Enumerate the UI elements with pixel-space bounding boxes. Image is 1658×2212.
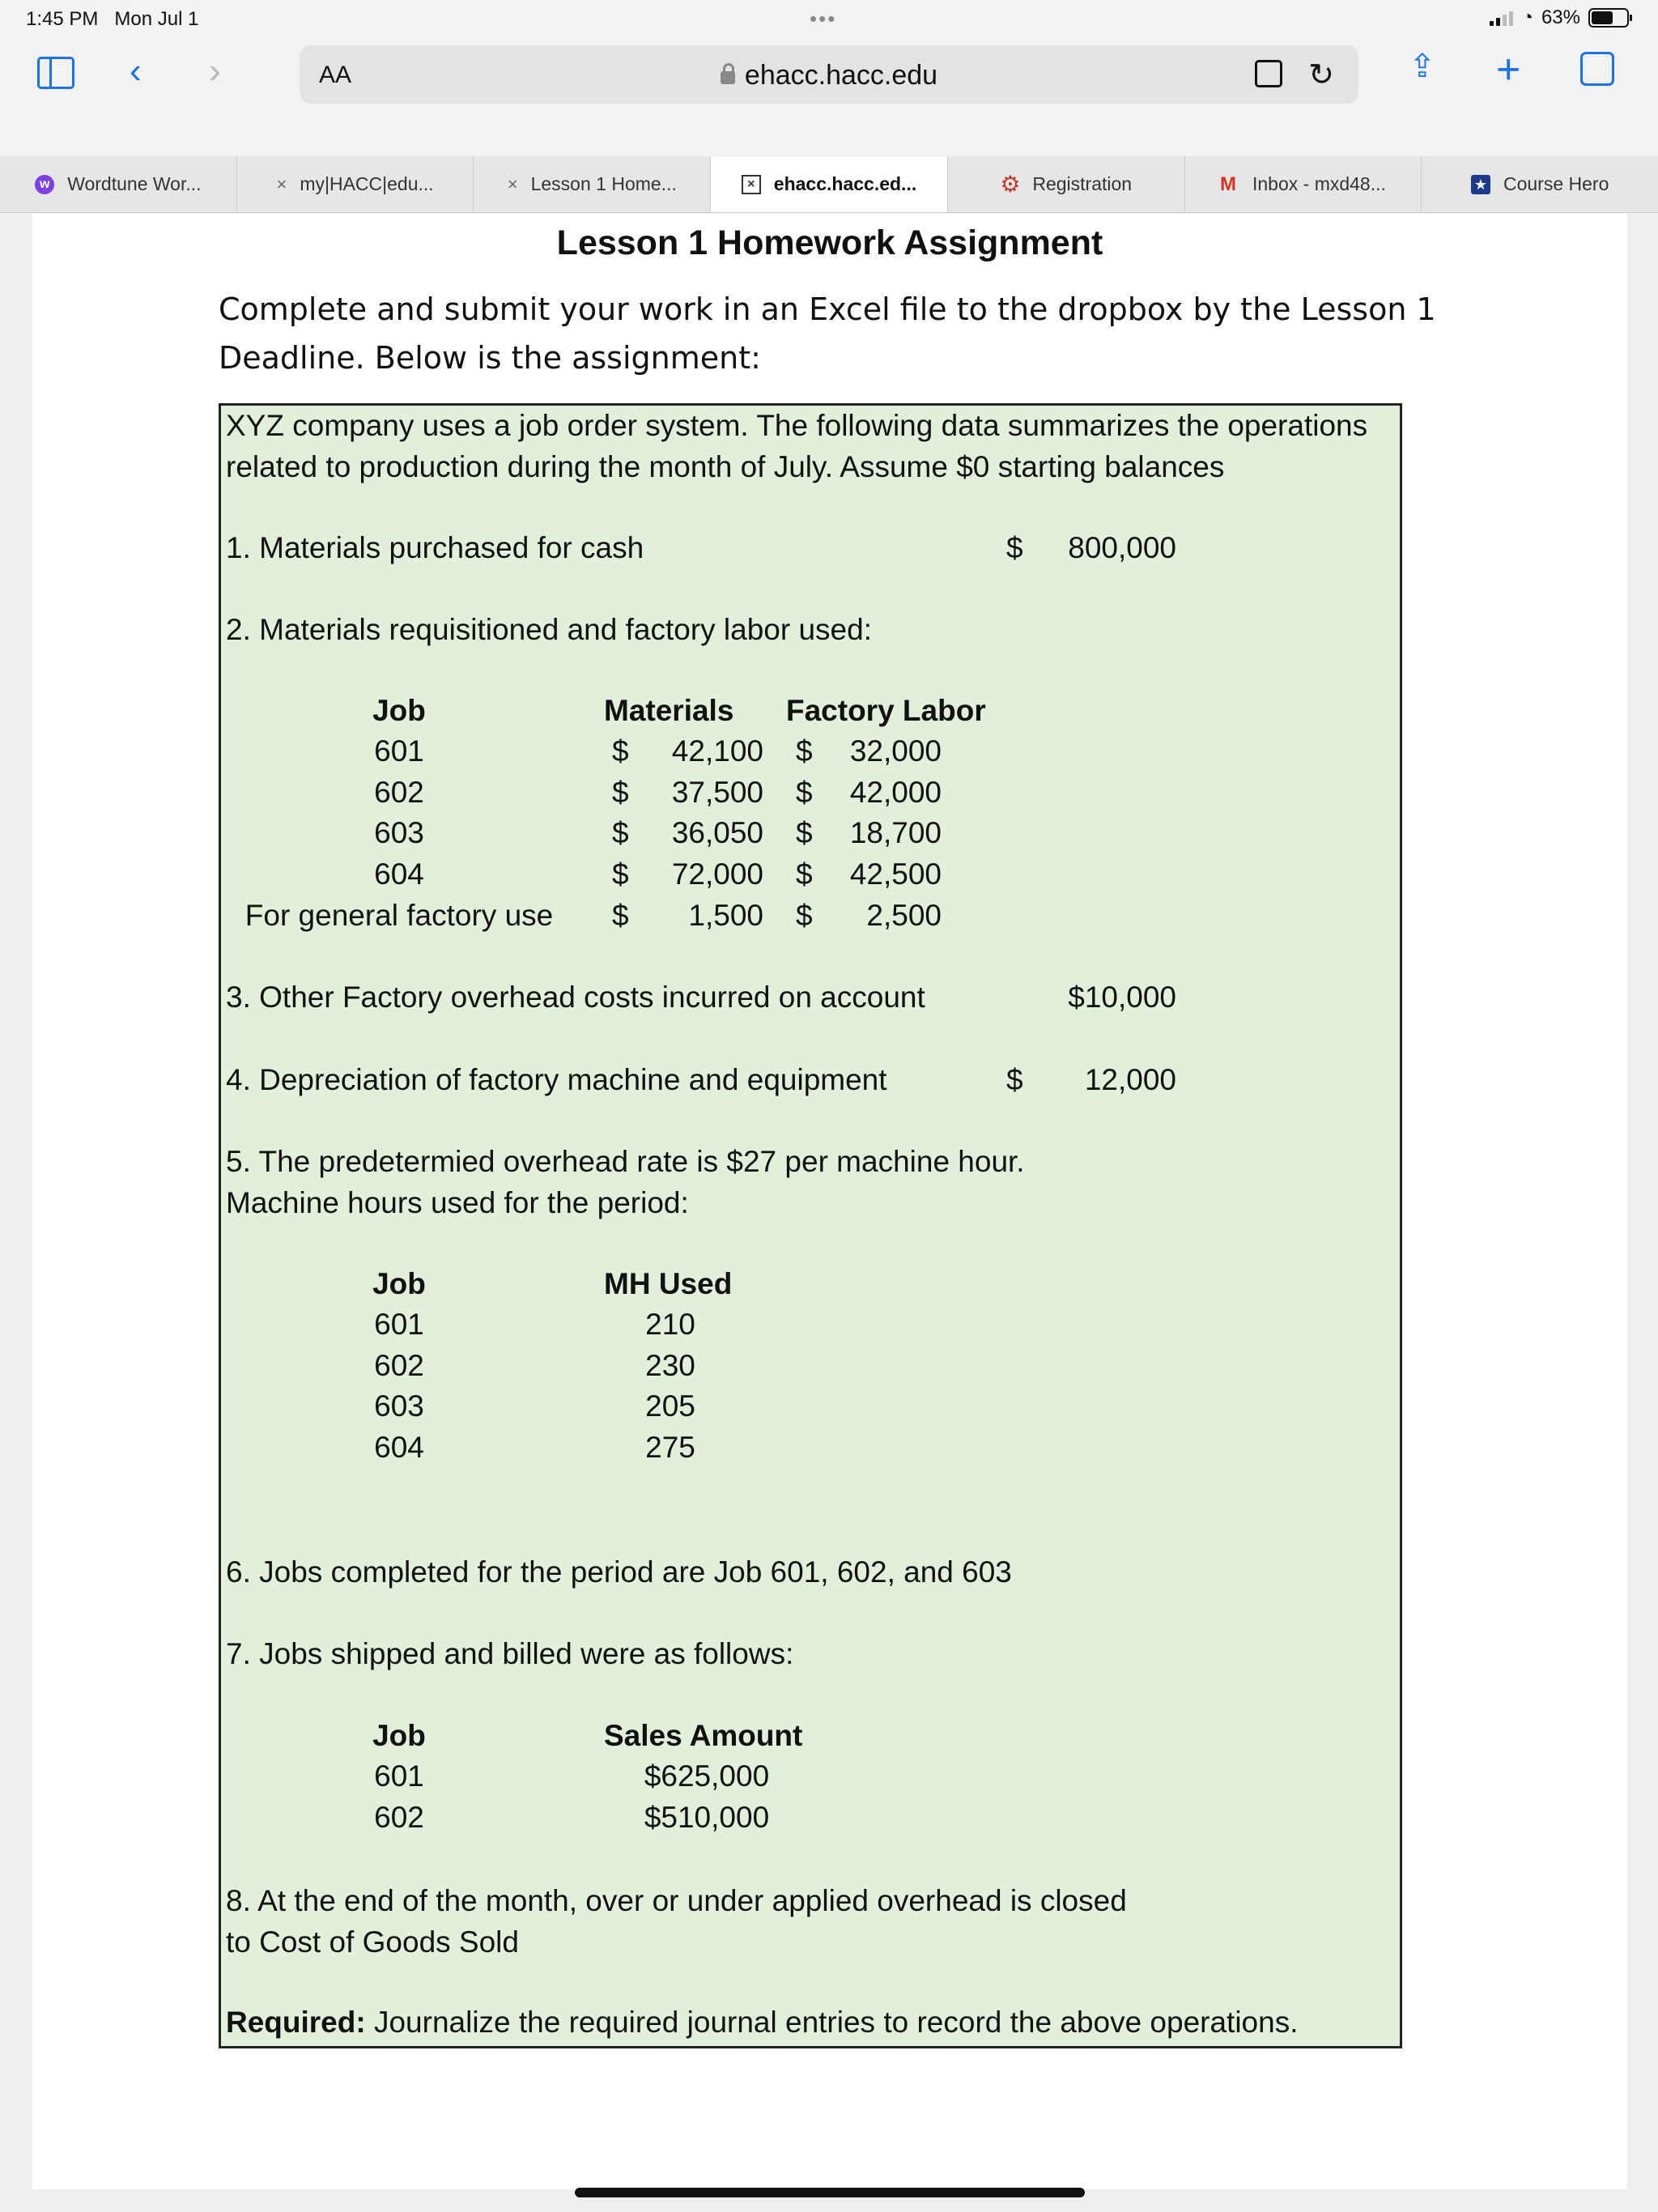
tab-label: Course Hero xyxy=(1503,173,1609,194)
status-indicators xyxy=(1490,6,1629,29)
item-5-row-job: 603 xyxy=(374,1389,424,1423)
item-2-row-lab-currency: $ xyxy=(796,857,813,891)
item-2-row-mat-currency: $ xyxy=(612,857,629,891)
gear-icon: ⚙ xyxy=(1000,171,1021,197)
item-2-row-materials: 36,050 xyxy=(671,816,763,849)
item-1-label: 1. Materials purchased for cash xyxy=(226,531,644,564)
item-5-row-mh: 275 xyxy=(645,1431,695,1464)
back-button[interactable]: ‹ xyxy=(130,51,142,91)
item-2-header-labor: Factory Labor xyxy=(786,694,986,727)
tab-label: Registration xyxy=(1032,173,1133,194)
page-title: Lesson 1 Homework Assignment xyxy=(556,223,1103,262)
item-2-row-labor: 32,000 xyxy=(849,734,942,768)
sidebar-toggle-icon[interactable] xyxy=(37,57,74,89)
reload-icon[interactable]: ↻ xyxy=(1308,58,1334,92)
tab-coursehero[interactable] xyxy=(1421,156,1658,212)
browser-toolbar xyxy=(0,39,1658,156)
date-text: Mon Jul 1 xyxy=(114,8,199,30)
gmail-icon: M xyxy=(1219,172,1236,195)
item-2-row-mat-currency: $ xyxy=(612,816,629,849)
tab-label: ehacc.hacc.ed... xyxy=(773,173,917,194)
required-label: Required: xyxy=(226,2006,366,2039)
close-box-icon[interactable]: × xyxy=(742,175,761,194)
battery-percent: 63% xyxy=(1541,6,1580,28)
url-display[interactable] xyxy=(300,60,1358,91)
summary-line-1: XYZ company uses a job order system. The following data summarizes the operations xyxy=(226,409,1368,442)
item-2-row-materials: 72,000 xyxy=(671,857,763,891)
reader-options-button[interactable]: AA xyxy=(319,62,352,88)
cellular-signal-icon xyxy=(1490,10,1513,26)
item-5-row-mh: 210 xyxy=(645,1308,695,1341)
multitasking-dots-icon[interactable]: ••• xyxy=(810,6,837,31)
tab-ehacc[interactable] xyxy=(710,156,947,212)
extensions-icon[interactable] xyxy=(1255,60,1282,87)
item-7-row-sales: $510,000 xyxy=(644,1801,770,1834)
item-1-currency: $ xyxy=(1006,531,1023,564)
item-5-line-1: 5. The predetermied overhead rate is $27 per machine hour. xyxy=(226,1145,1025,1178)
item-2-row-job: 602 xyxy=(374,776,424,809)
forward-button[interactable]: › xyxy=(209,51,221,91)
item-5-row-job: 602 xyxy=(374,1349,424,1382)
tab-close-icon[interactable]: × xyxy=(276,173,287,194)
tab-bar xyxy=(0,156,1658,213)
status-bar xyxy=(0,0,1658,39)
item-5-line-2: Machine hours used for the period: xyxy=(226,1186,689,1219)
item-2-row-mat-currency: $ xyxy=(612,899,629,932)
address-bar[interactable] xyxy=(300,45,1358,104)
share-icon[interactable]: ⇪ xyxy=(1409,49,1436,84)
new-tab-button[interactable]: + xyxy=(1496,46,1521,93)
item-2-header-job: Job xyxy=(372,694,426,727)
item-2-row-mat-currency: $ xyxy=(612,776,629,809)
item-8-line-2: to Cost of Goods Sold xyxy=(226,1925,519,1959)
item-1-amount: 800,000 xyxy=(1068,531,1176,564)
item-2-row-lab-currency: $ xyxy=(796,899,813,932)
item-4-label: 4. Depreciation of factory machine and equipment xyxy=(226,1063,887,1096)
item-5-row-job: 604 xyxy=(374,1431,424,1464)
item-3-amount: $10,000 xyxy=(1068,981,1176,1014)
status-time xyxy=(26,8,198,31)
item-2-row-job: 603 xyxy=(374,816,424,849)
item-2-row-lab-currency: $ xyxy=(796,776,813,809)
item-2-row-materials: 1,500 xyxy=(688,899,763,932)
tab-label: my|HACC|edu... xyxy=(300,173,434,194)
document-page xyxy=(32,214,1627,2189)
item-5-row-job: 601 xyxy=(374,1308,424,1341)
item-2-row-materials: 37,500 xyxy=(671,776,763,809)
intro-text: Complete and submit your work in an Excel file to the dropbox by the Lesson 1 Deadline. Below is the assignment: xyxy=(219,291,1436,376)
battery-icon xyxy=(1588,8,1629,28)
item-2-row-lab-currency: $ xyxy=(796,816,813,849)
tab-label: Wordtune Wor... xyxy=(67,173,202,194)
assignment-box xyxy=(219,403,1402,2048)
tab-myhacc[interactable] xyxy=(236,156,474,212)
tab-close-icon[interactable]: × xyxy=(507,173,518,194)
item-7-row-job: 601 xyxy=(374,1759,424,1793)
item-2-row-mat-currency: $ xyxy=(612,734,629,768)
item-2-row-labor: 42,000 xyxy=(849,776,942,809)
item-5-row-mh: 205 xyxy=(645,1389,695,1423)
item-2-row-job: For general factory use xyxy=(244,899,554,932)
wifi-icon: ◔ xyxy=(1521,6,1533,28)
item-2-row-job: 604 xyxy=(374,857,424,891)
tab-label: Lesson 1 Home... xyxy=(530,173,677,194)
item-7-label: 7. Jobs shipped and billed were as follows: xyxy=(226,1637,794,1670)
item-7-row-job: 602 xyxy=(374,1801,424,1834)
item-2-row-materials: 42,100 xyxy=(671,734,763,768)
item-2-row-labor: 2,500 xyxy=(866,899,942,932)
item-5-header-job: Job xyxy=(372,1267,426,1300)
item-5-row-mh: 230 xyxy=(645,1349,695,1382)
url-text: ehacc.hacc.edu xyxy=(744,60,938,91)
home-indicator[interactable] xyxy=(575,2188,1085,2197)
item-2-row-job: 601 xyxy=(374,734,424,768)
item-2-row-labor: 42,500 xyxy=(849,857,942,891)
required-text xyxy=(226,2006,1299,2040)
item-7-row-sales: $625,000 xyxy=(644,1759,770,1793)
item-7-header-job: Job xyxy=(372,1719,426,1752)
item-2-row-labor: 18,700 xyxy=(849,816,942,849)
tab-inbox[interactable] xyxy=(1184,156,1422,212)
item-4-amount: 12,000 xyxy=(1084,1063,1176,1096)
tab-lesson1[interactable] xyxy=(473,156,710,212)
tab-label: Inbox - mxd48... xyxy=(1252,173,1386,194)
item-2-row-lab-currency: $ xyxy=(796,734,813,768)
item-8-line-1: 8. At the end of the month, over or under applied overhead is closed xyxy=(226,1884,1127,1917)
time-text: 1:45 PM xyxy=(26,8,99,30)
tab-wordtune[interactable] xyxy=(0,156,236,212)
item-4-currency: $ xyxy=(1006,1063,1023,1096)
item-2-label: 2. Materials requisitioned and factory labor used: xyxy=(226,613,872,646)
item-3-label: 3. Other Factory overhead costs incurred on account xyxy=(226,981,925,1014)
item-7-header-sales: Sales Amount xyxy=(604,1719,803,1752)
item-6-text: 6. Jobs completed for the period are Job 601, 602, and 603 xyxy=(226,1555,1012,1589)
tab-registration[interactable] xyxy=(947,156,1184,212)
summary-line-2: related to production during the month of July. Assume $0 starting balances xyxy=(226,450,1225,483)
item-5-header-mh: MH Used xyxy=(604,1267,733,1300)
star-icon: ★ xyxy=(1471,175,1490,194)
item-2-header-materials: Materials xyxy=(604,694,734,727)
tab-overview-icon[interactable] xyxy=(1580,52,1614,86)
wordtune-icon: w xyxy=(35,175,54,194)
lock-icon xyxy=(721,71,735,84)
required-instructions: Journalize the required journal entries to record the above operations. xyxy=(365,2006,1299,2039)
